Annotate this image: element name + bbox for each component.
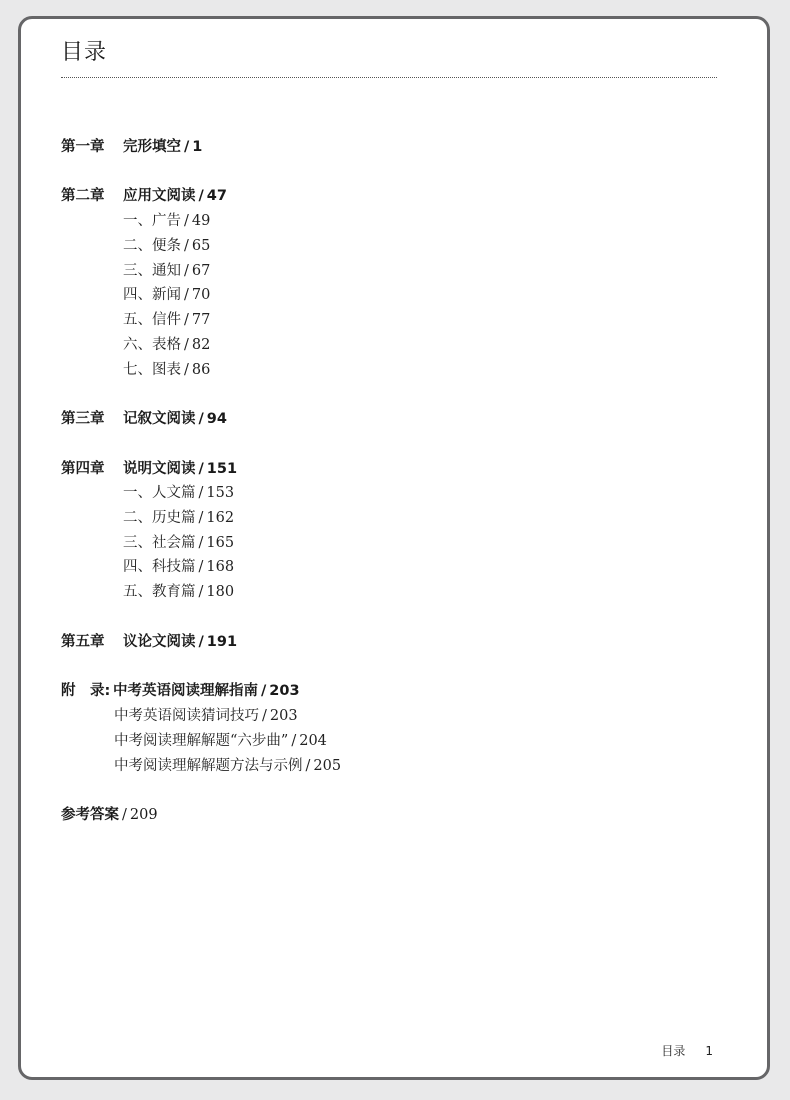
section-title: 四、科技篇: [123, 559, 196, 575]
page-separator: /: [184, 337, 189, 353]
toc-section[interactable]: [123, 583, 234, 601]
toc-chapter-2[interactable]: [61, 187, 227, 205]
toc-section[interactable]: [123, 212, 210, 230]
page-separator: /: [305, 758, 311, 774]
toc-chapter-1[interactable]: [61, 138, 202, 156]
appendix-item-page: 203: [269, 708, 298, 724]
section-page: 165: [206, 535, 235, 551]
chapter-label: 第二章: [61, 188, 105, 204]
page-separator: /: [261, 683, 267, 699]
toc-section[interactable]: [123, 558, 234, 576]
section-page: 162: [206, 510, 235, 526]
answers-title: 参考答案: [61, 807, 119, 823]
toc-section[interactable]: [123, 336, 210, 354]
page-separator: /: [198, 485, 204, 501]
toc-answers[interactable]: [61, 806, 158, 824]
toc-chapter-5[interactable]: [61, 633, 237, 651]
page-separator: /: [184, 238, 189, 254]
toc-section[interactable]: [123, 361, 210, 379]
chapter-label: 第一章: [61, 139, 105, 155]
page-separator: /: [122, 807, 127, 823]
page-separator: /: [184, 263, 189, 279]
section-page: 82: [191, 337, 211, 353]
page-separator: /: [184, 362, 189, 378]
section-page: 180: [206, 584, 235, 600]
page-separator: /: [198, 535, 204, 551]
section-page: 86: [191, 362, 211, 378]
page-separator: /: [198, 510, 204, 526]
section-title: 五、信件: [123, 312, 181, 328]
chapter-title: 记叙文阅读: [123, 411, 196, 427]
appendix-label: 附 录:: [61, 683, 111, 699]
appendix-item-title: 中考阅读理解解题方法与示例: [114, 758, 303, 774]
appendix-page: 203: [269, 683, 300, 699]
chapter-page: 94: [206, 411, 227, 427]
page-title: 目录: [61, 40, 108, 65]
appendix-item-title: 中考阅读理解解题“六步曲”: [114, 733, 289, 749]
section-page: 168: [206, 559, 235, 575]
section-page: 67: [191, 263, 211, 279]
appendix-item-title: 中考英语阅读猜词技巧: [114, 708, 259, 724]
page-number: 1: [705, 1044, 713, 1058]
section-title: 四、新闻: [123, 287, 181, 303]
section-page: 77: [191, 312, 211, 328]
page-separator: /: [198, 411, 204, 427]
answers-page: 209: [129, 807, 158, 823]
toc-section[interactable]: [123, 484, 234, 502]
section-title: 三、社会篇: [123, 535, 196, 551]
chapter-label: 第四章: [61, 461, 105, 477]
page-footer: [661, 1042, 713, 1059]
toc-appendix-item[interactable]: [114, 732, 327, 750]
appendix-item-page: 205: [313, 758, 342, 774]
section-title: 三、通知: [123, 263, 181, 279]
chapter-page: 1: [192, 139, 203, 155]
toc-section[interactable]: [123, 262, 210, 280]
page-separator: /: [198, 584, 204, 600]
page-separator: /: [198, 461, 204, 477]
chapter-title: 议论文阅读: [123, 634, 196, 650]
toc-appendix[interactable]: [61, 682, 300, 700]
section-title: 五、教育篇: [123, 584, 196, 600]
toc-page: [18, 16, 770, 1080]
toc-section[interactable]: [123, 286, 210, 304]
chapter-title: 应用文阅读: [123, 188, 196, 204]
dotted-divider: [61, 77, 717, 78]
toc-chapter-3[interactable]: [61, 410, 227, 428]
footer-label: 目录: [661, 1044, 686, 1058]
chapter-page: 151: [206, 461, 238, 477]
toc-section[interactable]: [123, 534, 234, 552]
chapter-page: 191: [206, 634, 238, 650]
page-separator: /: [184, 139, 190, 155]
chapter-label: 第五章: [61, 634, 105, 650]
section-page: 65: [191, 238, 211, 254]
appendix-title: 中考英语阅读理解指南: [113, 683, 258, 699]
toc-chapter-4[interactable]: [61, 460, 237, 478]
page-separator: /: [198, 559, 204, 575]
section-page: 70: [191, 287, 211, 303]
page-separator: /: [184, 312, 189, 328]
page-separator: /: [184, 213, 189, 229]
chapter-label: 第三章: [61, 411, 105, 427]
page-separator: /: [198, 634, 204, 650]
section-page: 49: [191, 213, 211, 229]
page-separator: /: [262, 708, 267, 724]
toc-section[interactable]: [123, 311, 210, 329]
appendix-item-page: 204: [299, 733, 327, 749]
page-separator: /: [198, 188, 204, 204]
section-title: 七、图表: [123, 362, 181, 378]
chapter-title: 完形填空: [123, 139, 181, 155]
page-separator: /: [291, 733, 297, 749]
toc-section[interactable]: [123, 237, 210, 255]
section-title: 一、广告: [123, 213, 181, 229]
toc-section[interactable]: [123, 509, 234, 527]
section-title: 六、表格: [123, 337, 181, 353]
chapter-title: 说明文阅读: [123, 461, 196, 477]
toc-appendix-item[interactable]: [114, 757, 341, 775]
page-separator: /: [184, 287, 189, 303]
section-page: 153: [206, 485, 235, 501]
toc-appendix-item[interactable]: [114, 707, 298, 725]
section-title: 一、人文篇: [123, 485, 196, 501]
section-title: 二、便条: [123, 238, 181, 254]
chapter-page: 47: [206, 188, 227, 204]
section-title: 二、历史篇: [123, 510, 196, 526]
